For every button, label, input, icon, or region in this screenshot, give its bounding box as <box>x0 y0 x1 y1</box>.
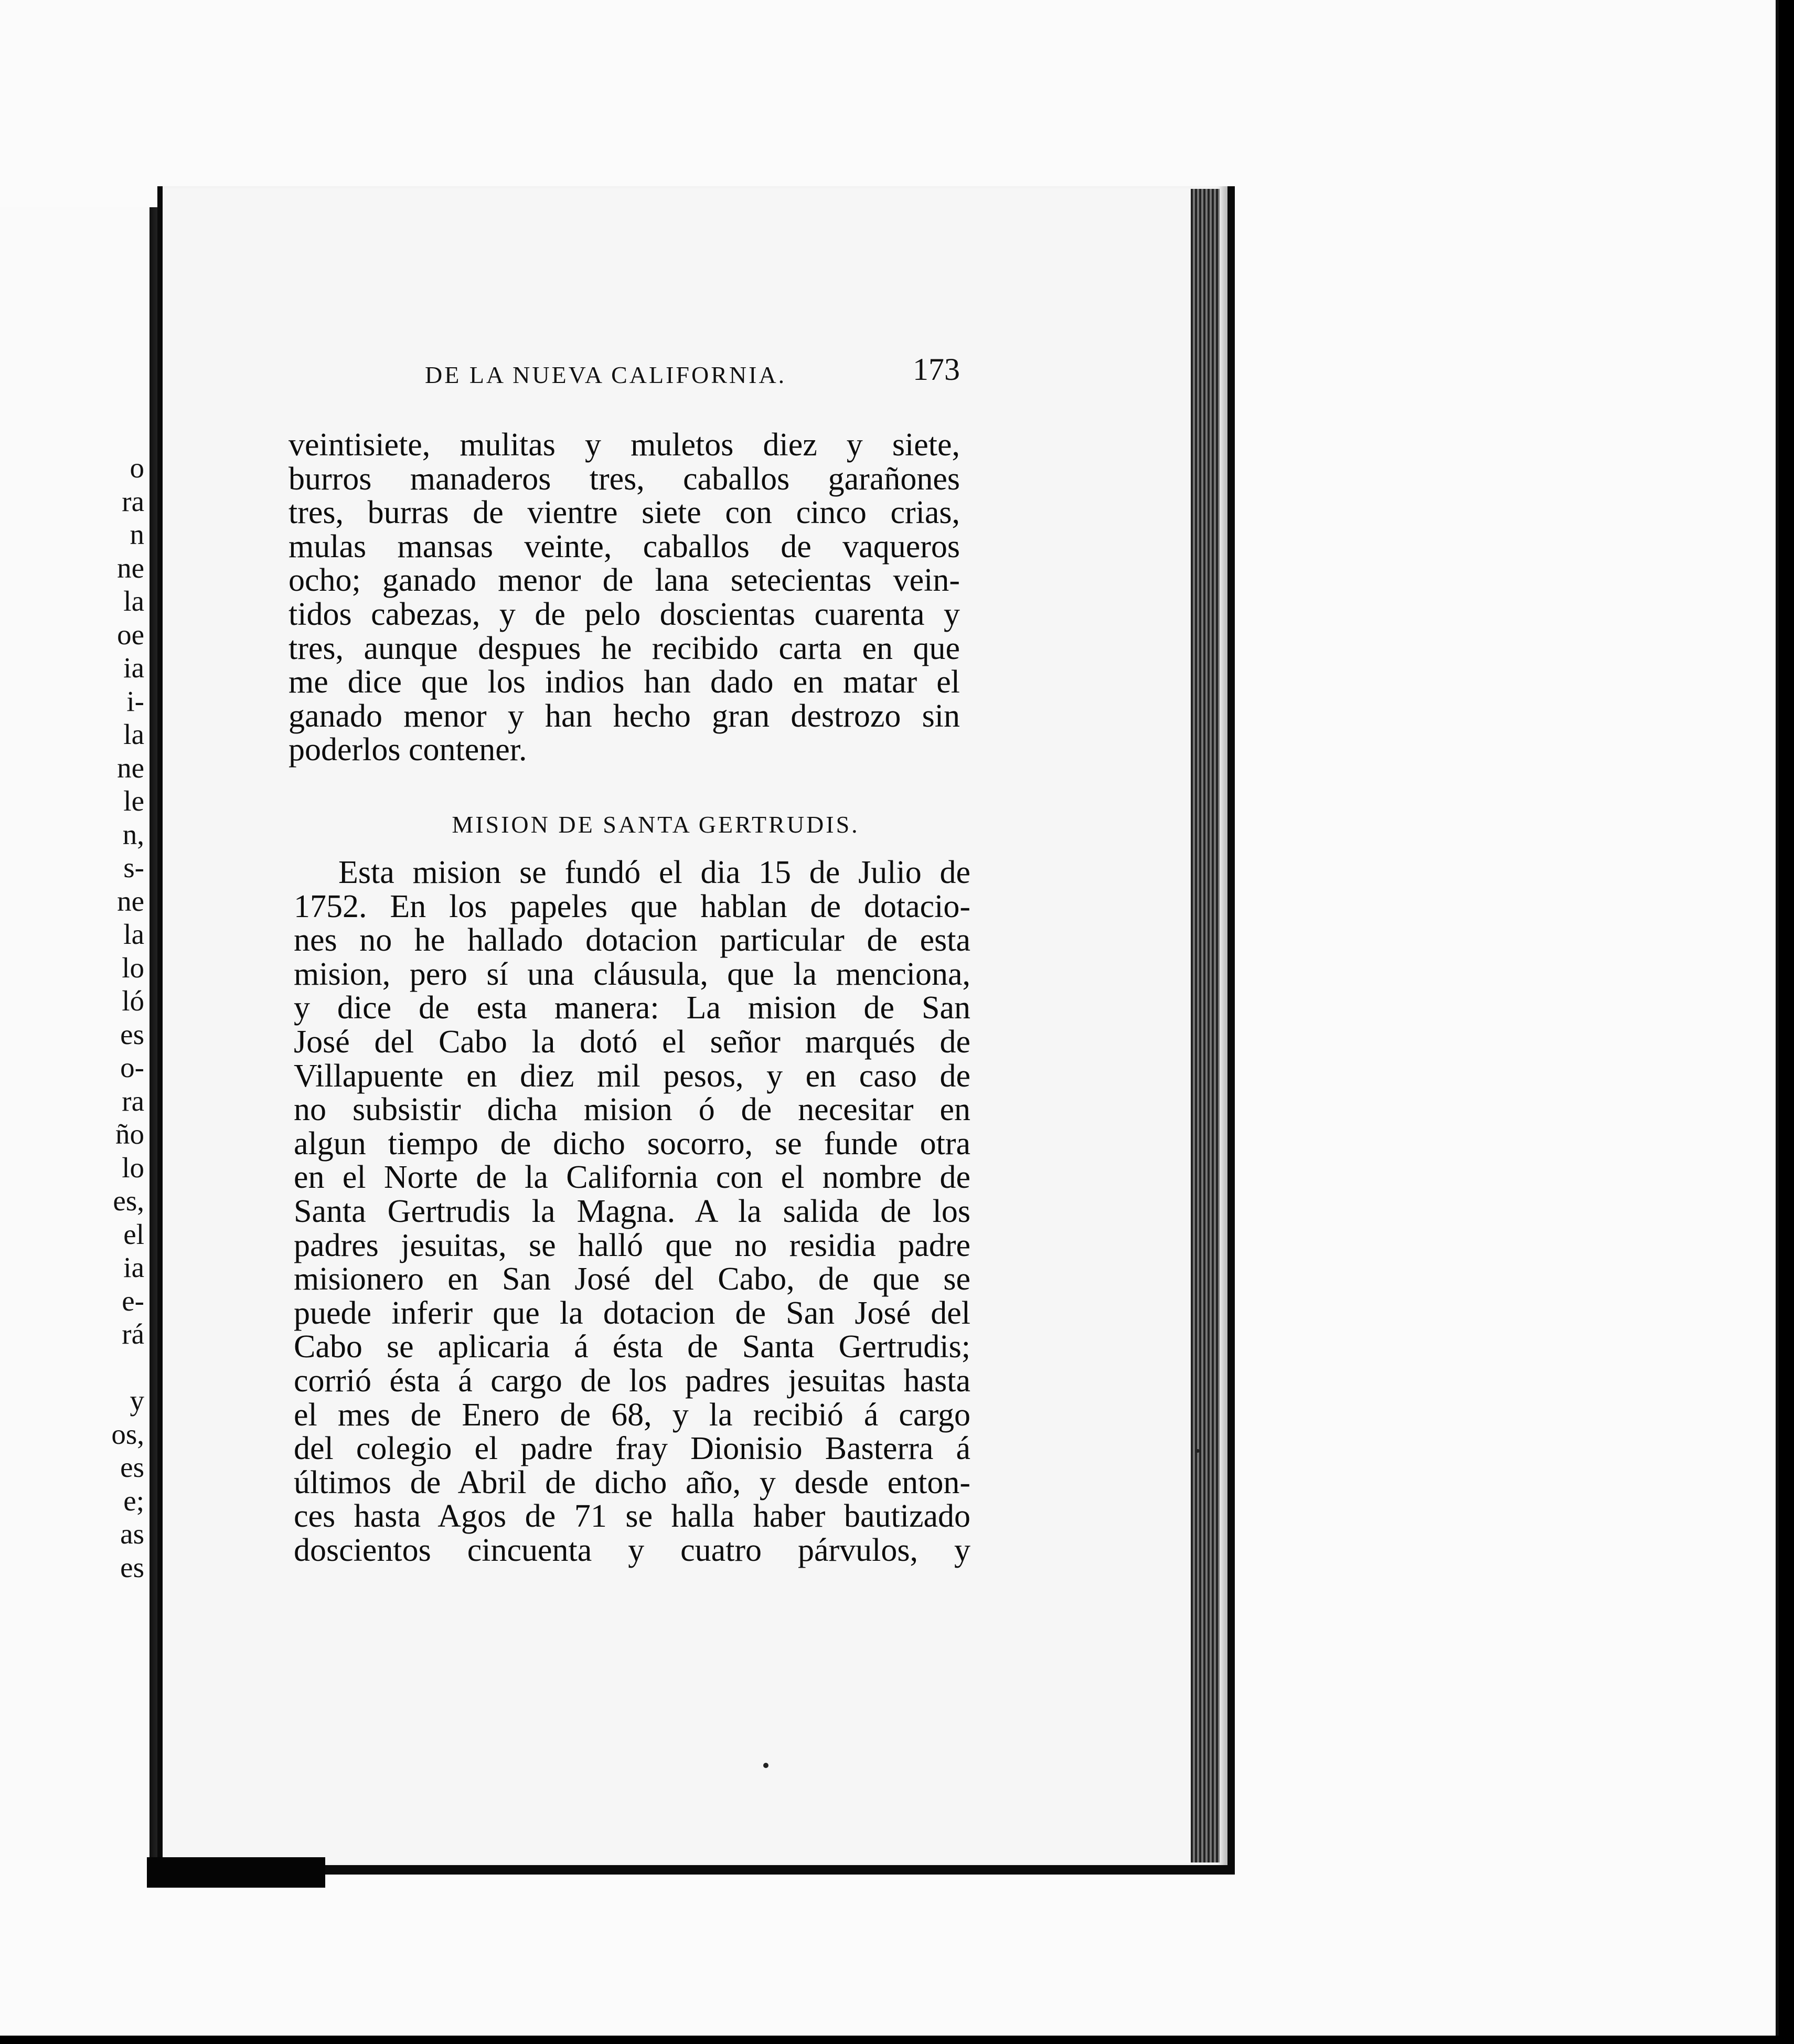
left-page-fragment: y <box>130 1385 144 1417</box>
text-line: José del Cabo la dotó el señor marqués de <box>294 1024 970 1060</box>
left-page-fragment: ra <box>122 485 144 517</box>
text-line: Esta mision se fundó el dia 15 de Julio de <box>338 855 970 890</box>
section-heading: MISION DE SANTA GERTRUDIS. <box>452 811 860 838</box>
left-page-fragment: lo <box>122 951 144 984</box>
left-page-fragment: ño <box>115 1118 144 1150</box>
left-page-fragment: ne <box>117 885 144 917</box>
left-page-fragment: ia <box>123 1251 144 1283</box>
text-line: tres, burras de vientre siete con cinco crias, <box>289 495 960 531</box>
text-line: ces hasta Agos de 71 se halla haber bautizado <box>294 1498 970 1535</box>
left-page-fragment: os, <box>111 1418 144 1450</box>
text-line: tres, aunque despues he recibido carta en que <box>289 630 960 666</box>
left-page-fragment: la <box>123 585 144 617</box>
left-page-fragment: es <box>120 1451 144 1483</box>
left-page-fragment: es <box>120 1018 144 1050</box>
left-page-fragment: es <box>120 1551 144 1583</box>
text-line: ganado menor y han hecho gran destrozo sin <box>289 698 960 734</box>
text-line: veintisiete, mulitas y muletos diez y siete, <box>289 427 960 463</box>
text-line: 1752. En los papeles que hablan de dotacio- <box>294 888 970 924</box>
page-edge <box>1191 189 1220 1862</box>
left-page-fragment: ia <box>123 652 144 684</box>
left-page-fragment: es, <box>113 1185 144 1217</box>
left-page-fragment: i- <box>126 685 144 717</box>
text-line: puede inferir que la dotacion de San José del <box>294 1295 970 1331</box>
page-number: 173 <box>913 352 960 387</box>
scan-speck <box>1196 1449 1200 1453</box>
text-line: ocho; ganado menor de lana setecientas vein- <box>289 562 960 599</box>
left-page-fragment: n, <box>122 818 144 850</box>
left-page-fragment: ne <box>117 551 144 584</box>
left-page-fragment: n <box>130 518 144 550</box>
bottom-band <box>147 1857 325 1888</box>
left-page-fragment: la <box>123 718 144 750</box>
left-page-fragment: rá <box>122 1318 144 1350</box>
left-page-fragment <box>92 1351 144 1385</box>
left-page <box>0 207 152 1860</box>
left-page-fragment: ló <box>122 985 144 1017</box>
left-page-text <box>92 451 144 1584</box>
left-page-fragment: lo <box>122 1151 144 1184</box>
left-page-fragment: ra <box>122 1084 144 1117</box>
left-page-fragment: as <box>120 1518 144 1550</box>
left-page-fragment: ne <box>117 751 144 784</box>
text-line: y dice de esta manera: La mision de San <box>294 990 970 1026</box>
text-line: doscientos cincuenta y cuatro párvulos, y <box>294 1532 970 1568</box>
text-line: Santa Gertrudis la Magna. A la salida de los <box>294 1194 970 1229</box>
text-line: en el Norte de la California con el nombre de <box>294 1159 970 1196</box>
left-page-fragment: e- <box>122 1284 144 1317</box>
left-page-fragment: o- <box>120 1051 144 1083</box>
text-line: corrió ésta á cargo de los padres jesuitas hasta <box>294 1363 970 1399</box>
text-line: no subsistir dicha mision ó de necesitar en <box>294 1092 970 1128</box>
text-line: nes no he hallado dotacion particular de esta <box>294 922 970 959</box>
text-line: poderlos contener. <box>289 732 527 768</box>
scan-speck <box>763 1763 768 1768</box>
text-line: mulas mansas veinte, caballos de vaqueros <box>289 528 960 565</box>
left-page-fragment: el <box>123 1218 144 1250</box>
text-line: del colegio el padre fray Dionisio Basterra á <box>294 1431 970 1467</box>
left-page-fragment: la <box>123 918 144 950</box>
text-line: misionero en San José del Cabo, de que se <box>294 1261 970 1297</box>
left-page-fragment: le <box>123 785 144 817</box>
text-line: tidos cabezas, y de pelo doscientas cuarenta y <box>289 597 960 632</box>
left-page-fragment: o <box>130 452 144 484</box>
text-line: burros manaderos tres, caballos garañones <box>289 461 960 497</box>
text-line: últimos de Abril de dicho año, y desde enton- <box>294 1464 970 1500</box>
text-line: algun tiempo de dicho socorro, se funde otra <box>294 1125 970 1162</box>
text-line: Villapuente en diez mil pesos, y en caso de <box>294 1058 970 1094</box>
text-line: padres jesuitas, se halló que no residia padre <box>294 1227 970 1263</box>
text-line: Cabo se aplicaria á ésta de Santa Gertrudis; <box>294 1329 970 1365</box>
left-page-fragment: oe <box>117 618 144 651</box>
left-page-fragment: e; <box>123 1484 144 1517</box>
text-line: mision, pero sí una cláusula, que la menciona, <box>294 956 970 992</box>
running-head: DE LA NUEVA CALIFORNIA. <box>425 361 787 388</box>
left-page-fragment: s- <box>123 851 144 883</box>
text-line: me dice que los indios han dado en matar el <box>289 664 960 700</box>
text-line: el mes de Enero de 68, y la recibió á cargo <box>294 1397 970 1433</box>
